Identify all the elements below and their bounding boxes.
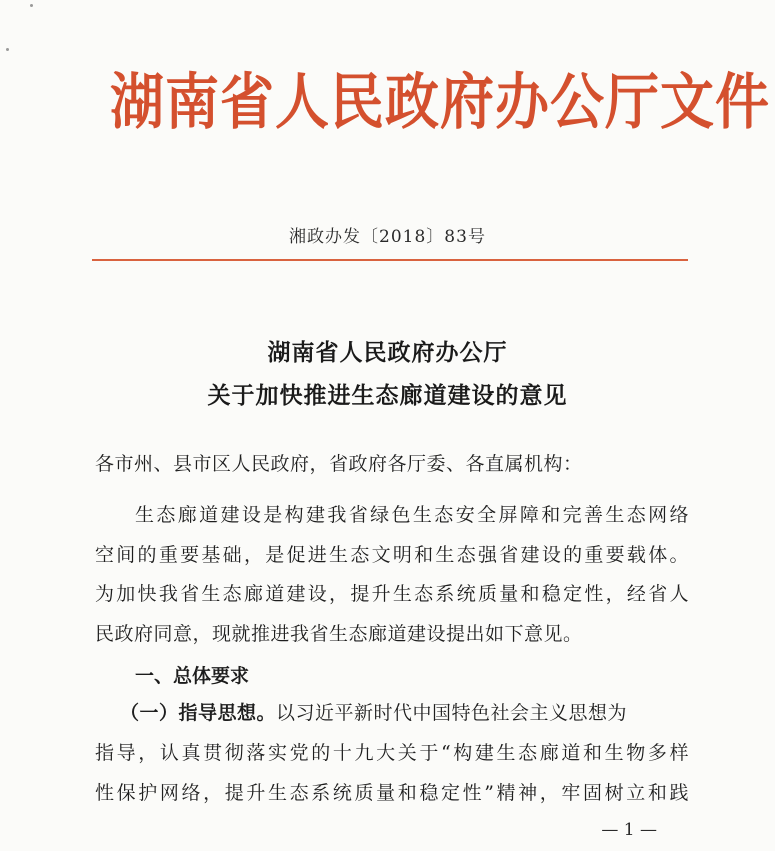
paragraph-1-line-1: 生态廊道建设是构建我省绿色生态安全屏障和完善生态网络 (135, 504, 689, 526)
paragraph-2-line-2: 指导，认真贯彻落实党的十九大关于“构建生态廊道和生物多样 (95, 742, 689, 764)
subsection-lead: （一）指导思想。 (120, 702, 277, 724)
paragraph-2-line-1 (120, 700, 689, 726)
scan-speck (30, 4, 33, 7)
document-number: 湘政办发〔2018〕83号 (289, 227, 486, 247)
paragraph-2-line-1-text: 以习近平新时代中国特色社会主义思想为 (276, 702, 628, 724)
document-title-line-1: 湖南省人民政府办公厅 (267, 340, 508, 366)
document-title-line-2: 关于加快推进生态廊道建设的意见 (207, 383, 568, 409)
paragraph-1-line-3: 为加快我省生态廊道建设，提升生态系统质量和稳定性，经省人 (95, 583, 689, 605)
red-separator-rule (92, 259, 688, 261)
section-heading: 一、总体要求 (135, 665, 250, 687)
addressee-line: 各市州、县市区人民政府，省政府各厅委、各直属机构： (95, 453, 583, 475)
issuer-header-title: 湖南省人民政府办公厅文件 (110, 66, 770, 138)
paragraph-2-line-3: 性保护网络，提升生态系统质量和稳定性”精神，牢固树立和践 (95, 782, 689, 804)
page-number: — 1 — (601, 820, 657, 840)
scan-speck (6, 48, 9, 51)
paragraph-1-line-2: 空间的重要基础，是促进生态文明和生态强省建设的重要载体。 (95, 544, 689, 566)
paragraph-1-line-4: 民政府同意，现就推进我省生态廊道建设提出如下意见。 (95, 623, 583, 645)
